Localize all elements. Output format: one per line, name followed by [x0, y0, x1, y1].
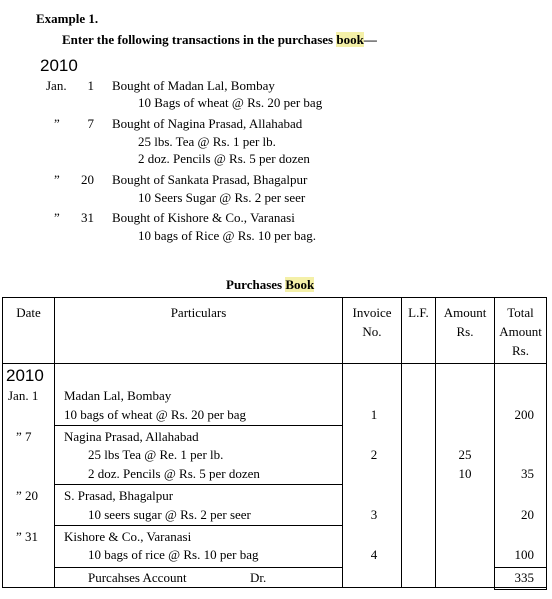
row-date: ” 31	[16, 529, 39, 544]
entry-line: Bought of Madan Lal, Bombay	[112, 78, 275, 93]
row-date: Jan. 1	[8, 388, 39, 403]
row-item: 2 doz. Pencils @ Rs. 5 per dozen	[88, 466, 260, 481]
header-amount-rs: Rs.	[456, 324, 474, 339]
row-item: 25 lbs Tea @ Re. 1 per lb.	[88, 447, 224, 462]
entry-month: ”	[54, 172, 60, 187]
instruction-highlight: book	[336, 32, 364, 47]
row-amount: 10	[458, 466, 472, 481]
row-total: 20	[521, 507, 534, 522]
row-party: Kishore & Co., Varanasi	[64, 529, 192, 544]
header-invoice: Invoice	[352, 305, 392, 320]
row-total: 100	[514, 547, 534, 562]
entry-month: Jan.	[46, 78, 67, 93]
row-invoice: 1	[370, 407, 378, 422]
entry-month: ”	[54, 210, 60, 225]
row-invoice: 3	[370, 507, 378, 522]
instruction-dash: ––	[363, 32, 377, 47]
header-invoice-no: No.	[362, 324, 382, 339]
entry-day: 20	[81, 172, 94, 187]
row-party: S. Prasad, Bhagalpur	[64, 488, 174, 503]
entry-month: ”	[54, 116, 60, 131]
entry-day: 31	[81, 210, 94, 225]
instruction-text: Enter the following transactions in the purchases	[62, 32, 337, 47]
row-invoice: 2	[370, 447, 378, 462]
row-date: ” 7	[16, 429, 32, 444]
row-item: 10 bags of rice @ Rs. 10 per bag	[88, 547, 259, 562]
row-item: 10 seers sugar @ Rs. 2 per seer	[88, 507, 251, 522]
example-title: Example 1.	[36, 11, 99, 26]
row-total: 200	[514, 407, 534, 422]
entry-line: 10 Seers Sugar @ Rs. 2 per seer	[138, 190, 306, 205]
header-particulars: Particulars	[170, 305, 227, 320]
entry-line: Bought of Nagina Prasad, Allahabad	[112, 116, 303, 131]
header-total-amount: Amount	[499, 324, 542, 339]
book-title-highlight: Book	[285, 277, 315, 292]
row-party: Nagina Prasad, Allahabad	[64, 429, 199, 444]
entry-line: 10 bags of Rice @ Rs. 10 per bag.	[138, 228, 317, 243]
entry-line: 10 Bags of wheat @ Rs. 20 per bag	[138, 95, 323, 110]
header-amount: Amount	[443, 305, 487, 320]
header-total: Total	[507, 305, 534, 320]
table-year: 2010	[6, 366, 44, 385]
entry-line: 2 doz. Pencils @ Rs. 5 per dozen	[138, 151, 310, 166]
row-party: Madan Lal, Bombay	[64, 388, 172, 403]
entry-day: 1	[87, 78, 94, 93]
row-item: 10 bags of wheat @ Rs. 20 per bag	[64, 407, 247, 422]
header-lf: L.F.	[408, 305, 429, 320]
entry-day: 7	[87, 116, 94, 131]
row-date: ” 20	[16, 488, 39, 503]
row-amount: 25	[458, 447, 472, 462]
row-total: 35	[521, 466, 534, 481]
footer-total: 335	[514, 570, 534, 585]
header-date: Date	[16, 305, 41, 320]
entry-line: Bought of Sankata Prasad, Bhagalpur	[112, 172, 308, 187]
row-invoice: 4	[370, 547, 378, 562]
book-title	[226, 278, 314, 291]
book-title-text: Purchases	[226, 277, 286, 292]
entry-line: Bought of Kishore & Co., Varanasi	[112, 210, 295, 225]
header-total-rs: Rs.	[512, 343, 529, 358]
example-year: 2010	[40, 56, 78, 75]
example-instruction	[62, 33, 377, 46]
entry-line: 25 lbs. Tea @ Rs. 1 per lb.	[138, 134, 276, 149]
footer-dr: Dr.	[250, 570, 267, 585]
footer-account: Purcahses Account	[88, 570, 187, 585]
